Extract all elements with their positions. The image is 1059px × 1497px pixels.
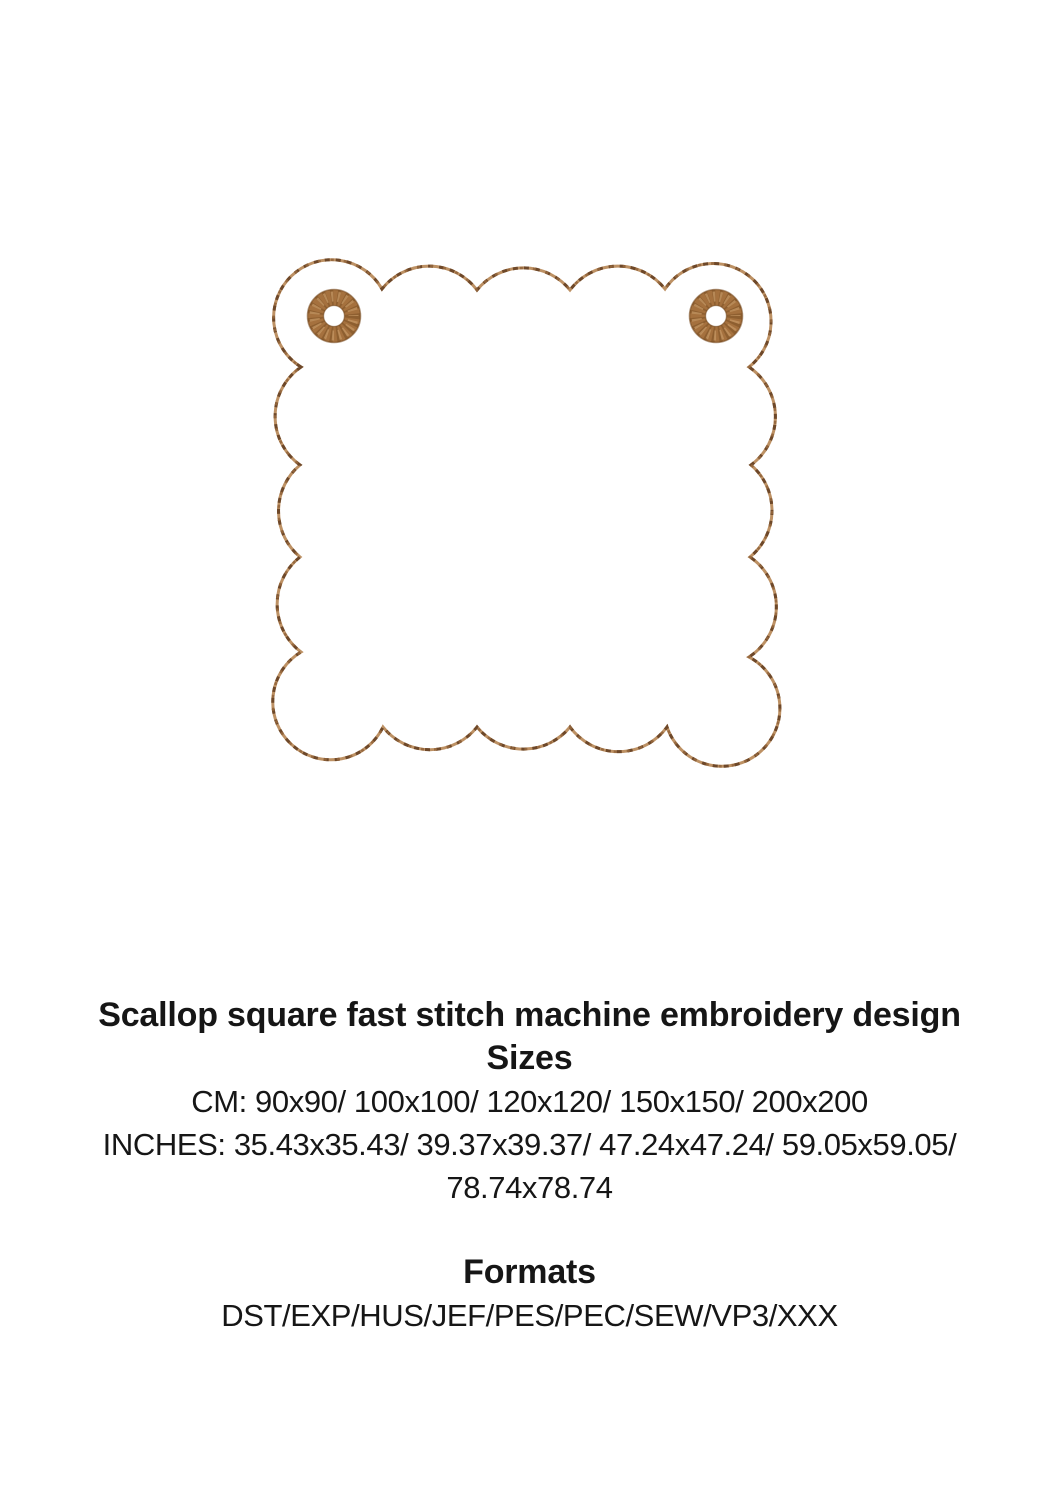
sizes-inches-line2: 78.74x78.74 xyxy=(446,1170,613,1205)
sizes-inches-line1: INCHES: 35.43x35.43/ 39.37x39.37/ 47.24x47.24/ 59.05x59.05/ xyxy=(102,1127,957,1162)
sizes-heading: Sizes xyxy=(486,1039,573,1077)
left-eyelet-inner-edge xyxy=(324,306,345,327)
right-eyelet-inner-edge xyxy=(706,306,727,327)
formats-heading: Formats xyxy=(463,1253,596,1291)
sizes-cm-line: CM: 90x90/ 100x100/ 120x120/ 150x150/ 200x200 xyxy=(191,1084,868,1119)
design-title: Scallop square fast stitch machine embroidery design xyxy=(98,996,961,1034)
product-description xyxy=(0,994,1059,1337)
formats-list: DST/EXP/HUS/JEF/PES/PEC/SEW/VP3/XXX xyxy=(221,1298,838,1333)
left-eyelet xyxy=(308,290,361,343)
right-eyelet xyxy=(690,290,743,343)
